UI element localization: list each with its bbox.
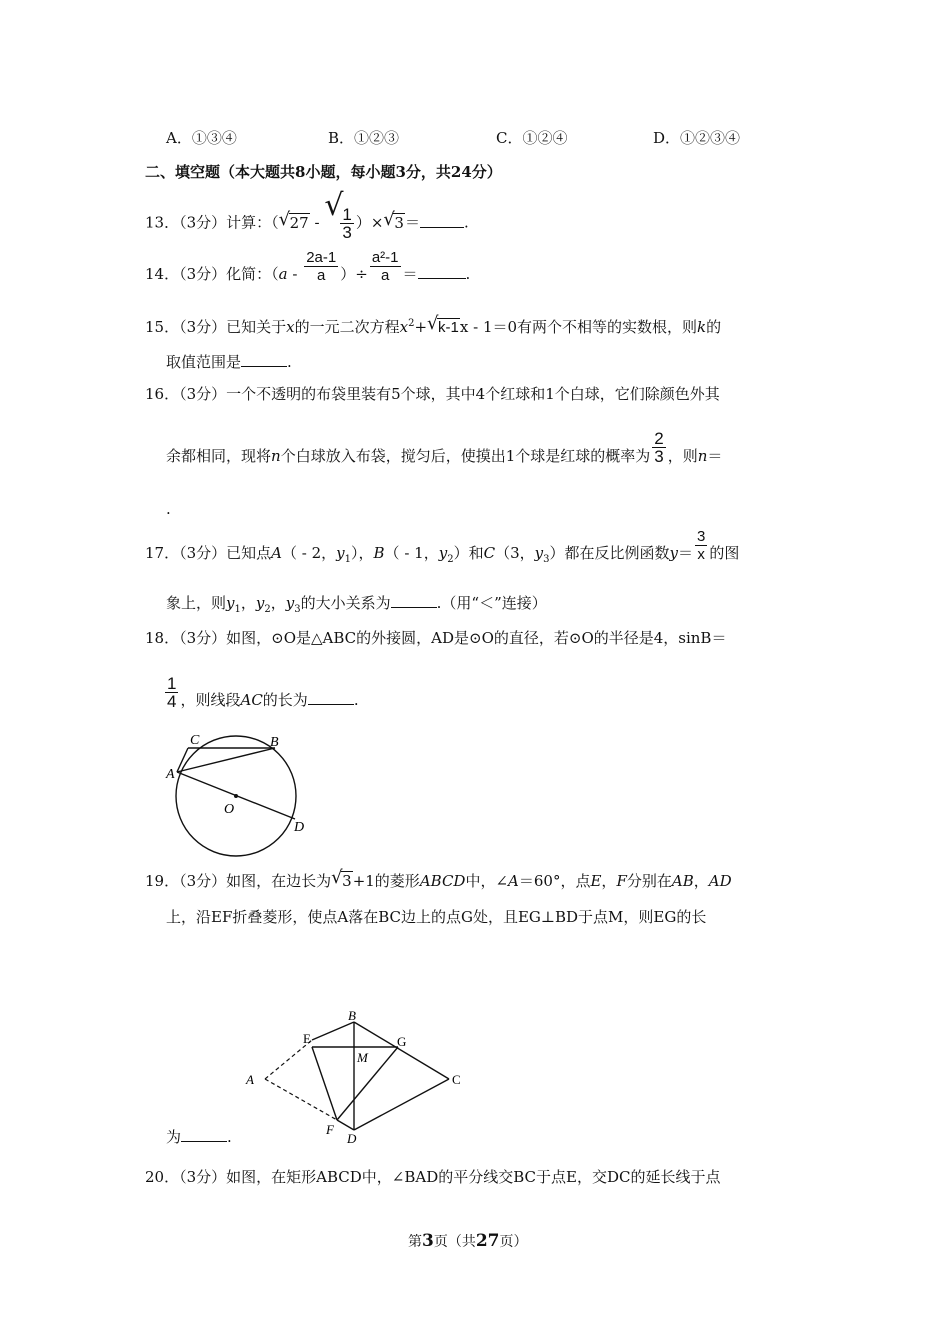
q18-frac-num: 1 — [167, 673, 177, 693]
q18-answer-blank[interactable] — [308, 690, 354, 705]
q18-text-a: ，则线段 — [180, 691, 241, 709]
q14-answer-blank[interactable] — [418, 264, 466, 279]
q18-frac-den: 4 — [167, 691, 177, 711]
q15-line2-text: 取值范围是 — [166, 353, 242, 371]
question-16-line3: . — [166, 500, 171, 518]
q17-text-d: 的大小关系为 — [300, 594, 391, 612]
q14-frac2-num: a²-1 — [371, 248, 399, 266]
question-15-line1 — [145, 314, 721, 338]
footer-post: 页） — [499, 1234, 528, 1250]
question-17-line1 — [145, 527, 740, 570]
q17-point-b: B — [373, 544, 385, 562]
q13-frac-num: 1 — [342, 205, 352, 224]
q13-end: . — [463, 213, 469, 232]
question-19-line3 — [166, 1127, 232, 1147]
q16-frac-den: 3 — [654, 446, 664, 466]
q19-dashed-af — [265, 1079, 337, 1120]
q13-sqrt-frac: √ $\frac{1}{3}$ — [324, 188, 352, 242]
q18-label-b: B — [270, 735, 279, 750]
q17-c2: ， — [270, 594, 286, 612]
q18-label-o: O — [224, 802, 235, 817]
q17-s1: 1 — [344, 554, 351, 565]
q14-frac2-den: a — [380, 266, 390, 284]
q17-pb2: ）和 — [453, 544, 484, 562]
q14-end: . — [465, 265, 471, 283]
q19-fold-ef — [312, 1047, 337, 1120]
q17-point-a: A — [271, 544, 282, 562]
q14-frac1-num: 2a-1 — [306, 248, 337, 266]
question-15-line2 — [166, 352, 292, 372]
q19-side-ad: AD — [708, 872, 732, 890]
q19-point-e: E — [590, 872, 602, 890]
q17-ya: y — [226, 594, 235, 612]
question-17-line2 — [166, 593, 547, 620]
q17-yc: y — [285, 594, 295, 612]
q19-label-f: F — [326, 1122, 334, 1137]
q13-answer-blank[interactable] — [420, 213, 464, 228]
q17-point-c: C — [483, 544, 496, 562]
q17-sb: 2 — [264, 604, 271, 615]
q15-text-b: 的一元二次方程 — [294, 318, 400, 336]
q19-rhombus-figure — [240, 1008, 480, 1148]
q14-equals: ＝ — [402, 265, 418, 283]
question-20-line1: 20．（3分）如图，在矩形ABCD中，∠BAD的平分线交BC于点E，交DC的延长线于点 — [145, 1168, 721, 1186]
q18-text-b: 的长为 — [262, 691, 308, 709]
q13-sqrt-3: √ 3 — [383, 208, 404, 232]
q15-text-d: 的 — [706, 318, 722, 336]
q19-text-e: 分别在 — [626, 872, 672, 890]
q17-sc: 3 — [294, 604, 301, 615]
q19-c1: ， — [601, 872, 617, 890]
q17-c1: ， — [240, 594, 256, 612]
q14-prefix: 14．（3分）化简：（ — [145, 265, 279, 283]
q19-answer-blank[interactable] — [181, 1127, 227, 1142]
footer-pre: 第 — [408, 1234, 422, 1250]
question-14 — [145, 248, 471, 284]
q15-end: . — [287, 353, 292, 371]
q16-text-d: ＝ — [707, 447, 723, 465]
q18-segment-ab — [177, 748, 275, 772]
q17-var-y: y — [669, 544, 678, 562]
q17-frac-num: 3 — [696, 527, 706, 545]
q17-text-c: 象上，则 — [166, 594, 227, 612]
q19-abcd: ABCD — [419, 872, 466, 890]
q17-answer-blank[interactable] — [391, 593, 437, 608]
q18-label-c: C — [190, 733, 200, 748]
q19-point-f: F — [616, 872, 627, 890]
q17-y3: y — [534, 544, 544, 562]
q19-line3-text: 为 — [166, 1128, 182, 1146]
q16-text-a: 余都相同，现将 — [166, 447, 272, 465]
q15-exponent: 2 — [408, 318, 415, 329]
option-b: B．①②③ — [328, 129, 400, 147]
q15-text-a: 15．（3分）已知关于 — [145, 318, 287, 336]
q16-text-c: ，则 — [667, 447, 698, 465]
q18-circle-figure — [160, 732, 330, 862]
q17-text-a: 17．（3分）已知点 — [145, 544, 272, 562]
q15-var-x2: x — [399, 318, 409, 336]
q19-label-b: B — [348, 1008, 356, 1023]
footer-page-number: 3 — [422, 1231, 434, 1251]
option-d: D．①②③④ — [653, 129, 741, 147]
q17-text-b: 的图 — [709, 544, 740, 562]
q13-radicand-27: 27 — [289, 213, 309, 232]
q13-sqrt-27: √ 27 — [278, 208, 309, 232]
q17-text-e: .（用“＜”连接） — [436, 594, 547, 612]
q19-angle-a: A — [508, 872, 519, 890]
q19-end: . — [227, 1128, 232, 1146]
q19-sqrt: √ 3 — [331, 867, 352, 890]
q17-frac-den: x — [697, 545, 705, 563]
q19-text-c: 中，∠ — [465, 872, 509, 890]
q17-sa: 1 — [234, 604, 241, 615]
question-18-line1: 18．（3分）如图，⊙O是△ABC的外接圆，AD是⊙O的直径，若⊙O的半径是4，sinB＝ — [145, 629, 727, 647]
q19-label-c: C — [452, 1072, 461, 1087]
q17-pa2: ）， — [351, 544, 374, 562]
q17-y1: y — [336, 544, 345, 562]
footer-mid: 页（共 — [433, 1234, 476, 1250]
q14-frac1-den: a — [317, 266, 326, 284]
q18-center-dot — [234, 794, 238, 798]
q15-var-x: x — [286, 318, 295, 336]
q17-pb: （ - 1， — [384, 544, 439, 562]
q18-label-d: D — [294, 820, 305, 835]
q15-answer-blank[interactable] — [241, 352, 287, 367]
q19-c2: ， — [693, 872, 709, 890]
q16-text-b: 个白球放入布袋，搅匀后，使摸出1个球是红球的概率为 — [280, 447, 651, 465]
q17-eq: ＝ — [677, 544, 693, 562]
q16-frac-num: 2 — [654, 428, 664, 448]
q15-radicand: k-1 — [438, 319, 459, 336]
q17-s2: 2 — [447, 554, 454, 565]
q17-yb: y — [255, 594, 265, 612]
q15-text-c: x - 1＝0有两个不相等的实数根，则 — [459, 318, 698, 336]
q17-pa: （ - 2， — [281, 544, 337, 562]
section-title: 二、填空题（本大题共8小题，每小题3分，共24分） — [145, 163, 502, 181]
q19-side-bc — [354, 1022, 449, 1079]
question-16-line1: 16．（3分）一个不透明的布袋里装有5个球，其中4个红球和1个白球，它们除颜色外其 — [145, 385, 720, 403]
q16-var-n2: n — [697, 447, 708, 465]
q19-label-e: E — [303, 1031, 311, 1046]
q18-label-a: A — [166, 767, 175, 782]
q19-label-m: M — [357, 1050, 368, 1065]
q19-radicand: 3 — [342, 872, 352, 890]
q17-pc2: ）都在反比例函数 — [549, 544, 670, 562]
option-c: C．①②④ — [496, 129, 568, 147]
q14-var-a: a — [278, 265, 288, 283]
option-a: A．①③④ — [166, 129, 237, 147]
q19-text-b: +1的菱形 — [352, 872, 420, 890]
q19-label-g: G — [397, 1034, 407, 1049]
q15-sqrt: √ k-1 — [427, 313, 459, 336]
q19-text-d: ＝60°，点 — [518, 872, 591, 890]
q13-equals: ＝ — [404, 213, 420, 232]
q13-prefix: 13．（3分）计算：（ — [145, 213, 279, 232]
q17-s3: 3 — [543, 554, 550, 565]
question-16-line2 — [166, 428, 723, 466]
q17-pc: （3， — [495, 544, 535, 562]
q19-segment-fd — [337, 1120, 354, 1130]
q13-times: ）× — [355, 213, 384, 232]
q18-segment-ac: AC — [240, 691, 263, 709]
q16-var-n: n — [271, 447, 281, 465]
q19-text-a: 19．（3分）如图，在边长为 — [145, 872, 332, 890]
q15-var-k: k — [697, 318, 707, 336]
page-footer — [408, 1231, 528, 1252]
q15-plus: + — [414, 318, 428, 336]
q17-y2: y — [438, 544, 448, 562]
q13-radicand-3: 3 — [394, 213, 404, 232]
question-19-line2: 上，沿EF折叠菱形，使点A落在BC边上的点G处，且EG⊥BD于点M，则EG的长 — [166, 908, 707, 926]
q19-side-cd — [354, 1079, 449, 1130]
q18-end: . — [353, 691, 359, 709]
question-18-line2 — [163, 673, 359, 711]
q14-divide: ）÷ — [340, 265, 368, 283]
q14-minus: - — [287, 265, 303, 283]
question-19-line1 — [145, 867, 732, 891]
q13-minus: - — [309, 213, 325, 232]
q19-segment-eb — [312, 1022, 354, 1040]
q19-label-a: A — [246, 1072, 254, 1087]
question-13 — [145, 188, 469, 242]
q19-label-d: D — [347, 1131, 357, 1146]
q13-frac-den: 3 — [342, 223, 352, 242]
footer-total-pages: 27 — [475, 1231, 500, 1251]
q19-side-ab: AB — [671, 872, 694, 890]
